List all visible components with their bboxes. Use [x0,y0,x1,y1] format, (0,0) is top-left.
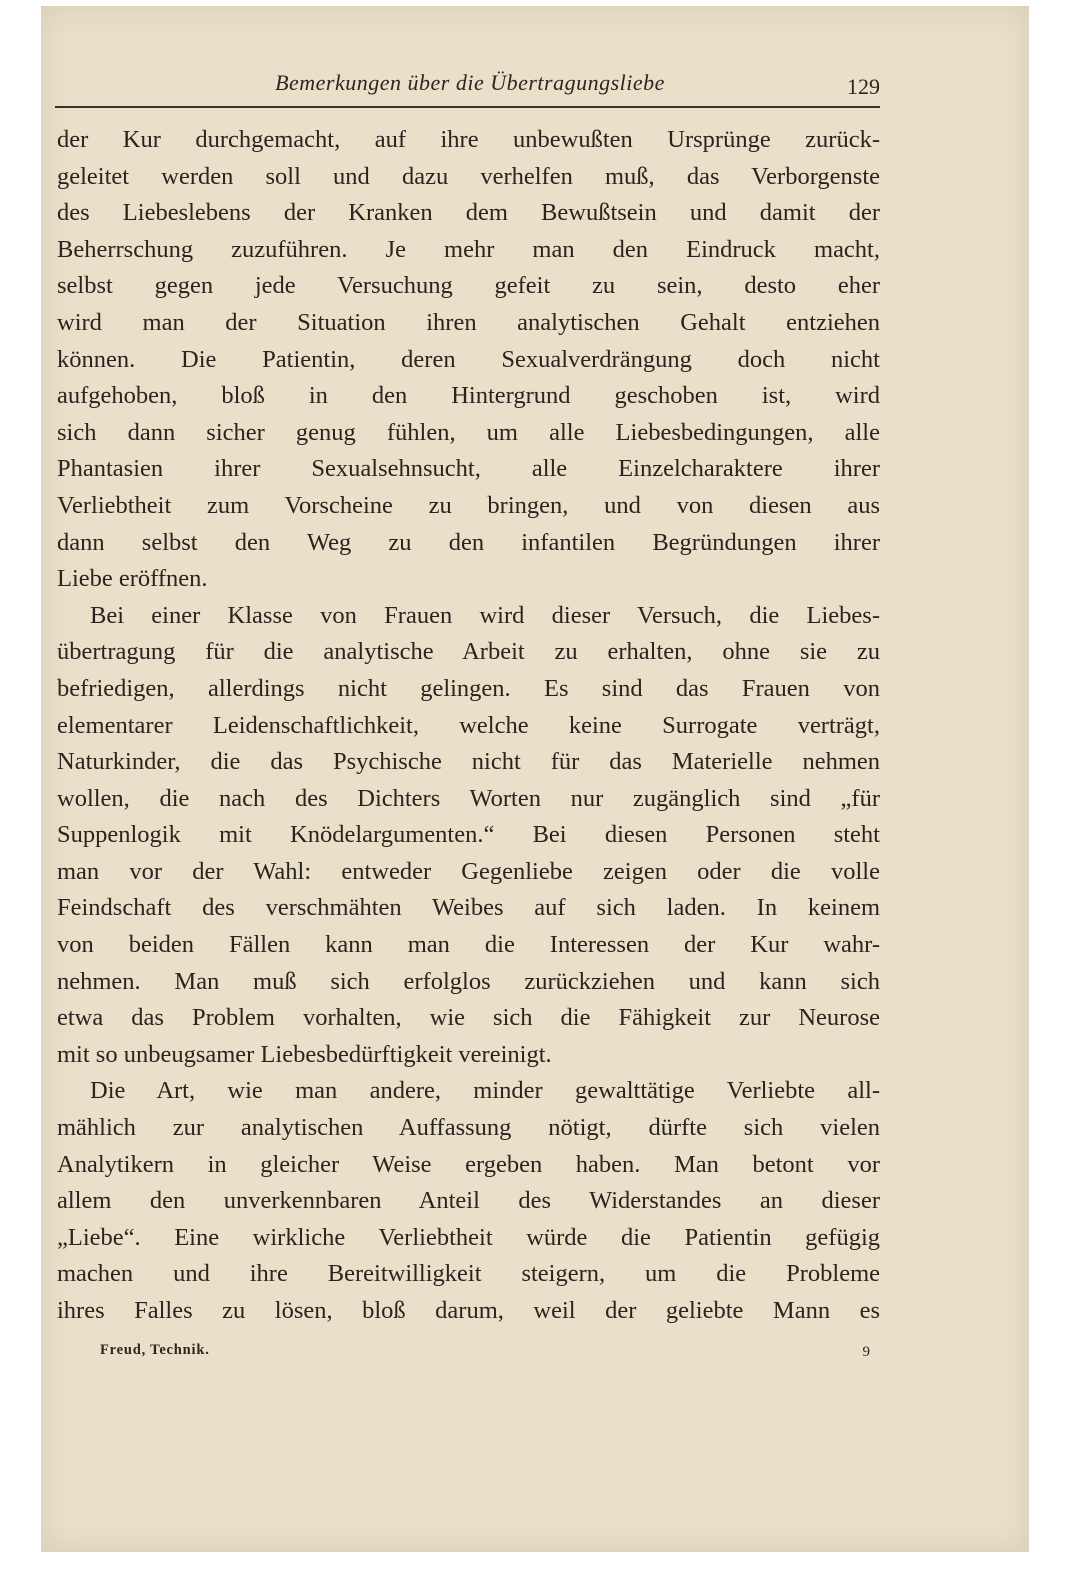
text-line: der Kur durchgemacht, auf ihre unbewußten Ursprünge zurück- [57,126,880,153]
running-header-title: Bemerkungen über die Übertragungsliebe [275,70,665,95]
text-line: Suppenlogik mit Knödelargumenten.“ Bei diesen Personen steht [57,821,880,849]
text-line: allem den unverkennbaren Anteil des Widerstandes an dieser [57,1187,880,1215]
text-line: Liebe eröffnen. [57,565,208,593]
page-number: 129 [847,74,880,99]
text-line: übertragung für die analytische Arbeit zu erhalten, ohne sie zu [57,638,880,666]
footer-sheet-number: 9 [862,1344,870,1360]
text-line: mit so unbeugsamer Liebesbedürftigkeit vereinigt. [57,1040,552,1068]
body-text [57,122,880,1330]
text-line: man vor der Wahl: entweder Gegenliebe zeigen oder die volle [57,857,880,885]
text-line: Beherrschung zuzuführen. Je mehr man den Eindruck macht, [57,235,880,263]
text-line: Phantasien ihrer Sexualsehnsucht, alle Einzelcharaktere ihrer [57,455,880,483]
text-line: geleitet werden soll und dazu verhelfen muß, das Verborgenste [57,162,880,190]
text-line: sich dann sicher genug fühlen, um alle Liebesbedingungen, alle [57,418,880,446]
text-line: Verliebtheit zum Vorscheine zu bringen, und von diesen aus [57,491,880,519]
footer-signature: Freud, Technik. [100,1342,210,1358]
text-line: können. Die Patientin, deren Sexualverdrängung doch nicht [57,345,880,373]
text-line: des Liebeslebens der Kranken dem Bewußtsein und damit der [57,199,880,227]
text-line: Feindschaft des verschmähten Weibes auf sich laden. In keinem [57,894,880,922]
text-line: Bei einer Klasse von Frauen wird dieser Versuch, die Liebes- [90,601,880,629]
text-line: Die Art, wie man andere, minder gewalttätige Verliebte all- [90,1077,880,1105]
text-line: selbst gegen jede Versuchung gefeit zu sein, desto eher [57,272,880,300]
text-line: elementarer Leidenschaftlichkeit, welche keine Surrogate verträgt, [57,711,880,739]
header-rule [55,106,880,108]
text-line: ihres Falles zu lösen, bloß darum, weil der geliebte Mann es [57,1297,880,1324]
text-line: machen und ihre Bereitwilligkeit steigern, um die Probleme [57,1260,880,1288]
text-line: aufgehoben, bloß in den Hintergrund geschoben ist, wird [57,382,880,410]
text-line: Analytikern in gleicher Weise ergeben haben. Man betont vor [57,1150,880,1178]
text-line: „Liebe“. Eine wirkliche Verliebtheit würde die Patientin gefügig [57,1223,880,1251]
text-line: mählich zur analytischen Auffassung nötigt, dürfte sich vielen [57,1114,880,1142]
text-line: wird man der Situation ihren analytischen Gehalt entziehen [57,308,880,336]
text-line: Naturkinder, die das Psychische nicht für das Materielle nehmen [57,748,880,776]
text-line: wollen, die nach des Dichters Worten nur zugänglich sind „für [57,784,880,812]
text-line: von beiden Fällen kann man die Interessen der Kur wahr- [57,931,880,959]
text-line: befriedigen, allerdings nicht gelingen. Es sind das Frauen von [57,674,880,702]
text-line: nehmen. Man muß sich erfolglos zurückziehen und kann sich [57,967,880,995]
text-line: etwa das Problem vorhalten, wie sich die Fähigkeit zur Neurose [57,1004,880,1032]
text-line: dann selbst den Weg zu den infantilen Begründungen ihrer [57,528,880,556]
